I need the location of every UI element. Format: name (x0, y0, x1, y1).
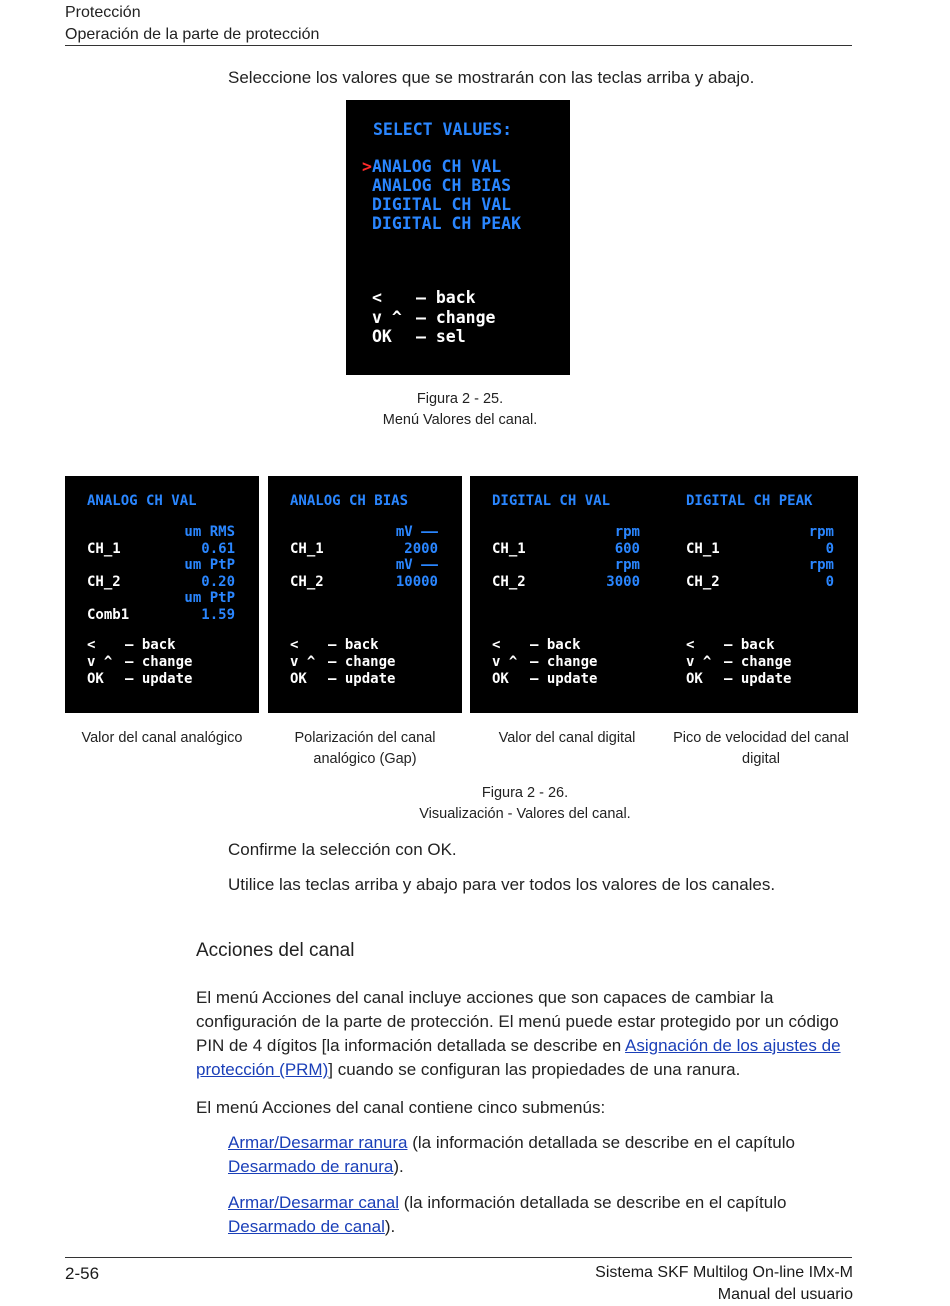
channel-value: 10000 (395, 573, 438, 590)
page-number: 2-56 (65, 1264, 100, 1283)
intro-text: Seleccione los valores que se mostrarán con las teclas arriba y abajo. (228, 68, 755, 87)
channel-values-screen (268, 476, 462, 713)
channel-label: CH_1 (492, 540, 526, 557)
paragraph: El menú Acciones del canal contiene cinco submenús: (196, 1098, 606, 1117)
channel-value: rpm (614, 524, 640, 540)
select-screen-title: SELECT VALUES: (373, 120, 513, 139)
channel-value: mV —— (395, 524, 438, 540)
channel-value: um PtP (184, 557, 235, 573)
screen-caption: Valor del canal digital (498, 730, 636, 746)
key-legend-action: – change (724, 654, 792, 670)
key-legend-key: < (87, 637, 96, 653)
section-heading: Acciones del canal (196, 940, 355, 961)
key-legend-action: – sel (416, 327, 466, 346)
screen-title: ANALOG CH VAL (87, 493, 197, 509)
figure-title: Visualización - Valores del canal. (419, 806, 631, 822)
select-item: DIGITAL CH VAL (372, 195, 512, 214)
key-legend-action: – back (416, 288, 476, 307)
screen-caption: Polarización del canal analógico (Gap) (294, 730, 436, 767)
key-legend-action: – change (530, 654, 598, 670)
channel-value: rpm (808, 557, 834, 573)
channel-values-screen (65, 476, 259, 713)
list-item-text: (la información detallada se describe en el capítulo (407, 1133, 795, 1152)
key-legend-key: < (492, 637, 501, 653)
footer-product: Sistema SKF Multilog On-line IMx-M (595, 1264, 853, 1281)
list-item-text: ). (393, 1157, 404, 1176)
channel-value: um RMS (184, 524, 235, 540)
channel-label: Comb1 (87, 606, 130, 623)
channel-value: 0 (825, 573, 834, 590)
key-legend-key: OK (372, 327, 392, 346)
key-legend-key: OK (87, 671, 104, 687)
key-legend-key: < (290, 637, 299, 653)
key-legend-key: v ^ (686, 654, 712, 670)
header-chapter: Operación de la parte de protección (65, 26, 320, 43)
key-legend-key: v ^ (290, 654, 316, 670)
channel-value: 1.59 (201, 606, 235, 623)
channel-label: CH_2 (290, 573, 324, 590)
channel-label: CH_1 (686, 540, 720, 557)
key-legend-key: < (372, 288, 382, 307)
channel-label: CH_1 (290, 540, 324, 557)
key-legend-action: – update (724, 671, 792, 687)
selector-arrow: > (362, 157, 372, 176)
key-legend-key: v ^ (372, 308, 402, 327)
list-item-text: (la información detallada se describe en el capítulo (399, 1193, 787, 1212)
key-legend-key: OK (492, 671, 509, 687)
select-item: DIGITAL CH PEAK (372, 214, 522, 233)
key-legend-action: – change (328, 654, 396, 670)
channel-value: 0.20 (201, 573, 235, 590)
footer-manual: Manual del usuario (717, 1286, 853, 1303)
key-legend-action: – back (125, 637, 176, 653)
key-legend-action: – change (125, 654, 193, 670)
select-item: ANALOG CH BIAS (372, 176, 512, 195)
use-keys-text: Utilice las teclas arriba y abajo para ver todos los valores de los canales. (228, 875, 776, 894)
channel-label: CH_1 (87, 540, 121, 557)
key-legend-key: v ^ (87, 654, 113, 670)
screen-title: DIGITAL CH VAL (492, 493, 611, 509)
channel-value: 2000 (404, 540, 438, 557)
key-legend-action: – back (724, 637, 775, 653)
list-item (228, 1191, 838, 1239)
figure-title: Menú Valores del canal. (382, 412, 538, 428)
key-legend-action: – back (328, 637, 379, 653)
paragraph-text: El menú Acciones del canal incluye acciones que son capaces de cambiar la configuración de la parte de protección. El menú puede estar protegido por un código PIN de 4 dígitos [la información detallada se describe en (196, 988, 839, 1055)
header-rule (65, 45, 852, 46)
channel-value: 0 (825, 540, 834, 557)
channel-value: 600 (614, 540, 640, 557)
key-legend-key: OK (290, 671, 307, 687)
key-legend-action: – change (416, 308, 496, 327)
figure-number: Figura 2 - 25. (416, 391, 504, 407)
paragraph (196, 986, 846, 1082)
list-item (228, 1131, 838, 1179)
channel-value: 3000 (606, 573, 640, 590)
channel-value: 0.61 (201, 540, 235, 557)
select-values-screen (346, 100, 570, 375)
prm-link[interactable]: Asignación de los ajustes de protección (PRM) (196, 1036, 841, 1079)
confirm-text: Confirme la selección con OK. (228, 840, 457, 859)
channel-disarm-link[interactable]: Desarmado de canal (228, 1217, 385, 1236)
channel-label: CH_2 (87, 573, 121, 590)
key-legend-action: – back (530, 637, 581, 653)
channel-value: rpm (614, 557, 640, 573)
channel-label: CH_2 (492, 573, 526, 590)
channel-values-screen (470, 476, 664, 713)
screen-title: ANALOG CH BIAS (290, 493, 409, 509)
list-item-text: ). (384, 1217, 396, 1236)
key-legend-key: < (686, 637, 695, 653)
figure-number: Figura 2 - 26. (481, 785, 569, 801)
slot-disarm-link[interactable]: Desarmado de ranura (228, 1157, 394, 1176)
paragraph-text: ] cuando se configuran las propiedades de una ranura. (328, 1060, 741, 1079)
arm-disarm-slot-link[interactable]: Armar/Desarmar ranura (228, 1133, 408, 1152)
key-legend-key: v ^ (492, 654, 518, 670)
header-section: Protección (65, 4, 141, 21)
footer-rule (65, 1257, 852, 1258)
screen-caption: Valor del canal analógico (81, 730, 243, 746)
channel-label: CH_2 (686, 573, 720, 590)
key-legend-action: – update (125, 671, 193, 687)
channel-value: rpm (808, 524, 834, 540)
channel-value: mV —— (395, 557, 438, 573)
select-item: ANALOG CH VAL (372, 157, 502, 176)
key-legend-key: OK (686, 671, 703, 687)
channel-values-screen (664, 476, 858, 713)
key-legend-action: – update (328, 671, 396, 687)
channel-value: um PtP (184, 590, 235, 606)
arm-disarm-channel-link[interactable]: Armar/Desarmar canal (228, 1193, 399, 1212)
key-legend-action: – update (530, 671, 598, 687)
screen-caption: Pico de velocidad del canal digital (673, 730, 849, 767)
screen-title: DIGITAL CH PEAK (686, 493, 813, 509)
